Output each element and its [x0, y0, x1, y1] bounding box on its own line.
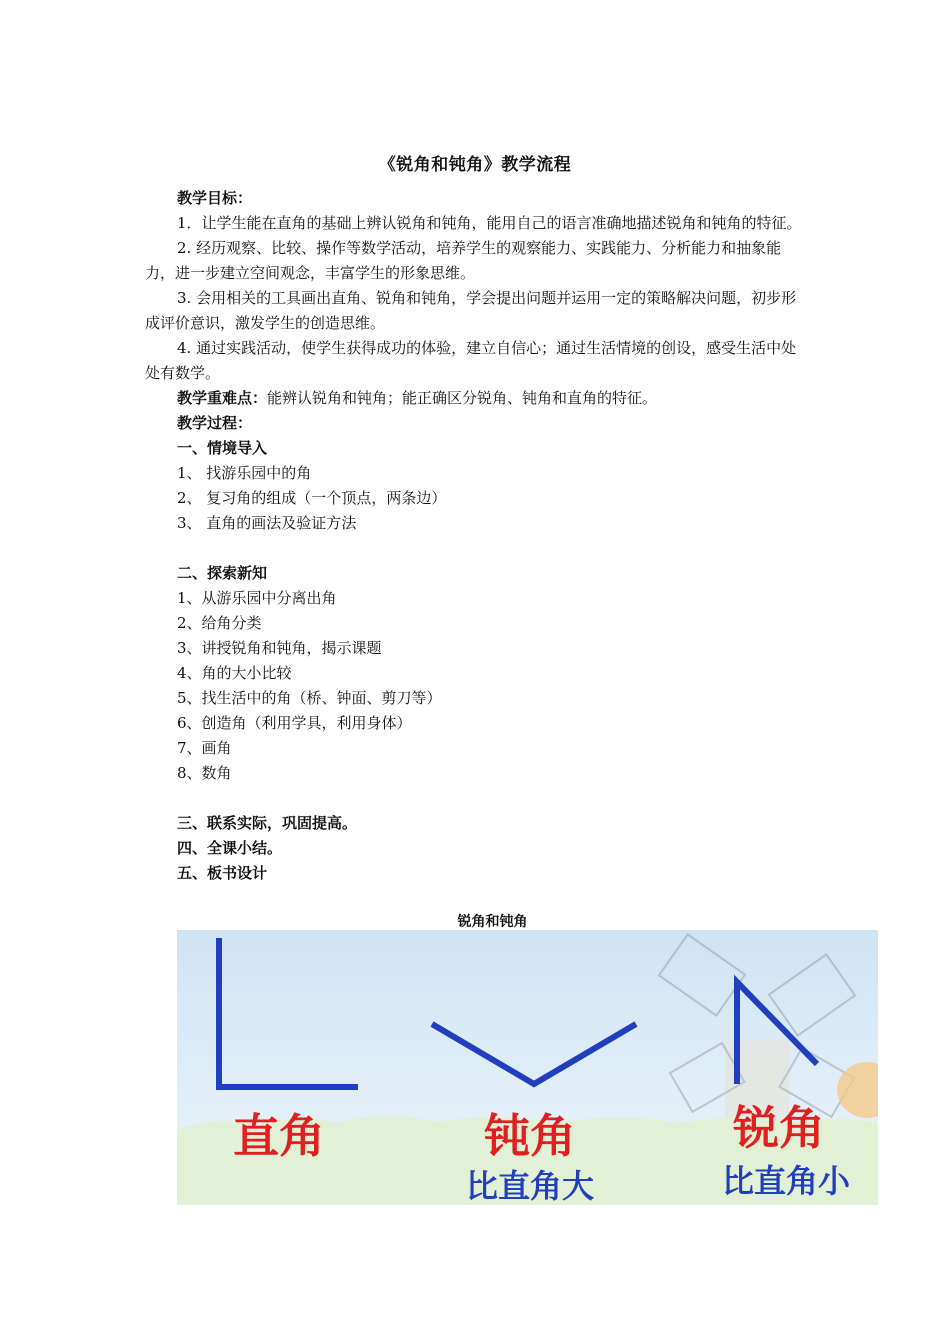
section2-item: 4、角的大小比较 — [177, 664, 292, 682]
page-title: 《锐角和钝角》教学流程 — [378, 155, 572, 175]
section4-heading: 四、全课小结。 — [177, 839, 283, 857]
obtuse-angle-desc: 比直角大 — [465, 1167, 595, 1205]
process-heading: 教学过程： — [177, 414, 253, 432]
goal-item-4: 4. 通过实践活动，使学生获得成功的体验，建立自信心；通过生活情境的创设，感受生活中处处有数学。 — [145, 339, 797, 382]
section5-heading: 五、板书设计 — [177, 864, 268, 882]
board-title: 锐角和钝角 — [457, 914, 528, 930]
key-points — [145, 386, 810, 411]
section3-heading: 三、联系实际，巩固提高。 — [177, 814, 358, 832]
board-svg — [177, 930, 878, 1205]
section2-item: 8、数角 — [177, 764, 232, 782]
goal-item-3: 3. 会用相关的工具画出直角、锐角和钝角，学会提出问题并运用一定的策略解决问题，初步形成评价意识，激发学生的创造思维。 — [145, 289, 797, 332]
section2-item: 2、给角分类 — [177, 614, 262, 632]
spacer — [145, 536, 810, 561]
right-angle-label: 直角 — [233, 1109, 325, 1163]
spacer — [145, 786, 810, 811]
section2-heading: 二、探索新知 — [177, 564, 268, 582]
goal-item-1: 1．让学生能在直角的基础上辨认锐角和钝角，能用自己的语言准确地描述锐角和钝角的特征。 — [177, 214, 802, 232]
acute-angle-desc: 比直角小 — [721, 1162, 851, 1200]
goal-item-2: 2. 经历观察、比较、操作等数学活动，培养学生的观察能力、实践能力、分析能力和抽象能力，进一步建立空间观念，丰富学生的形象思维。 — [145, 239, 782, 282]
board-illustration — [177, 930, 878, 1205]
section2-item: 7、画角 — [177, 739, 232, 757]
document-body — [145, 186, 810, 886]
section1-item: 1、 找游乐园中的角 — [177, 464, 312, 482]
key-points-text: 能辨认锐角和钝角；能正确区分锐角、钝角和直角的特征。 — [267, 389, 658, 407]
section2-item: 6、创造角（利用学具，利用身体） — [177, 714, 412, 732]
acute-angle-label: 锐角 — [733, 1101, 825, 1155]
obtuse-angle-label: 钝角 — [484, 1109, 576, 1163]
goals-heading: 教学目标： — [177, 189, 253, 207]
section1-item: 3、 直角的画法及验证方法 — [177, 514, 357, 532]
section2-item: 1、从游乐园中分离出角 — [177, 589, 337, 607]
section1-heading: 一、情境导入 — [177, 439, 268, 457]
section2-item: 5、找生活中的角（桥、钟面、剪刀等） — [177, 689, 442, 707]
section1-item: 2、 复习角的组成（一个顶点，两条边） — [177, 489, 447, 507]
section2-item: 3、讲授锐角和钝角，揭示课题 — [177, 639, 382, 657]
key-points-label: 教学重难点： — [177, 389, 268, 407]
